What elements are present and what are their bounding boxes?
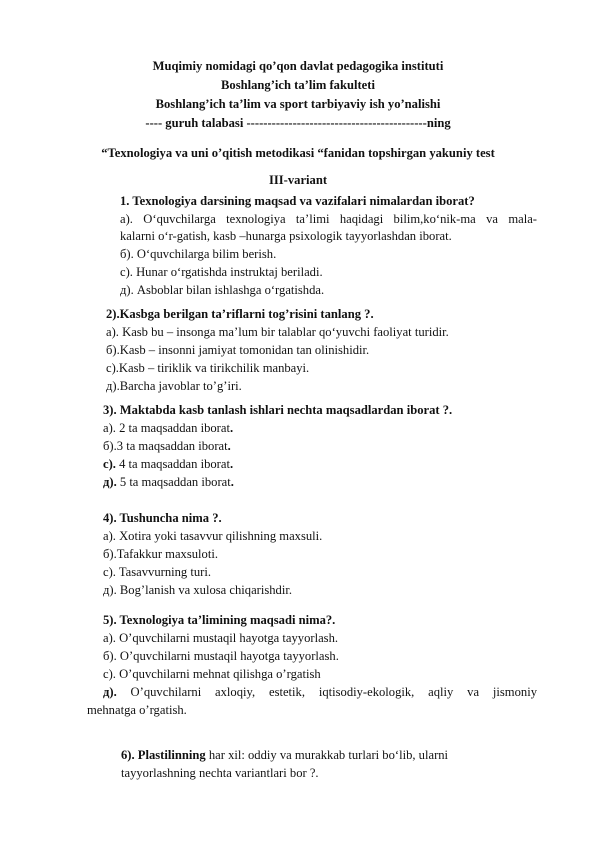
q5-answer-d-line1 xyxy=(103,684,537,700)
q3-answer-b-dot: . xyxy=(227,439,231,453)
faculty-title: Boshlang’ich ta’lim fakulteti xyxy=(221,78,375,92)
q4-answer-a: a). Xotira yoki tasavvur qilishning maxsuli. xyxy=(103,529,323,543)
q2-answer-b: б).Kasb – insonni jamiyat tomonidan tan olinishidir. xyxy=(106,343,370,357)
q2-answer-c: c).Kasb – tiriklik va tirikchilik manbayi. xyxy=(106,361,310,375)
question-6-bold: 6). Plastilinning xyxy=(121,748,206,762)
q2-answer-a-text: . Kasb bu – insonga ma’lum bir talablar qo‘yuvchi faoliyat turidir. xyxy=(115,325,449,339)
question-4: 4). Tushuncha nima ?. xyxy=(103,511,222,525)
q5-answer-d-line2: mehnatga o’rgatish. xyxy=(87,703,187,717)
q3-answer-d-text: 5 ta maqsaddan iborat xyxy=(116,475,231,489)
q3-answer-c xyxy=(103,456,233,472)
question-1: 1. Texnologiya darsining maqsad va vazifalari nimalardan iborat? xyxy=(120,194,475,208)
question-3: 3). Maktabda kasb tanlash ishlari nechta maqsadlardan iborat ?. xyxy=(103,403,453,417)
q1-answer-a-line1: a). O‘quvchilarga texnologiya ta’limi haqidagi bilim,ko‘nik-ma va mala- xyxy=(120,212,537,226)
q3-answer-c-text: 4 ta maqsaddan iborat xyxy=(115,457,230,471)
q5-answer-b: б). O’quvchilarni mustaqil hayotga tayyorlash. xyxy=(103,649,339,663)
q5-answer-c: c). O’quvchilarni mehnat qilishga o’rgatish xyxy=(103,667,321,681)
question-6-rest: har xil: oddiy va murakkab turlari bo‘lib, ularni xyxy=(205,748,449,762)
q2-answer-d: д).Barcha javoblar to’g’iri. xyxy=(106,379,242,393)
q3-answer-c-dot: . xyxy=(229,457,234,471)
institute-title: Muqimiy nomidagi qo’qon davlat pedagogika instituti xyxy=(152,59,444,73)
q5-answer-d-mark: д). xyxy=(103,685,117,699)
q4-answer-b: б).Tafakkur maxsuloti. xyxy=(103,547,218,561)
group-line: ---- guruh talabasi -------------------------------------------ning xyxy=(145,116,451,130)
q3-answer-a-dot: . xyxy=(229,421,234,435)
q1-answer-c: c). Hunar o‘rgatishda instruktaj beriladi. xyxy=(120,265,323,279)
q3-answer-b-text: б).3 ta maqsaddan iborat xyxy=(103,439,228,453)
subject-title: “Texnologiya va uni o’qitish metodikasi “fanidan topshirgan yakuniy test xyxy=(101,146,495,160)
q1-answer-b: б). O‘quvchilarga bilim berish. xyxy=(120,247,277,261)
q3-answer-a-text: a). 2 ta maqsaddan iborat xyxy=(103,421,230,435)
q3-answer-d-mark: д). xyxy=(103,475,117,489)
q3-answer-c-mark: c). xyxy=(103,457,116,471)
q3-answer-d xyxy=(103,474,234,490)
direction-title: Boshlang’ich ta’lim va sport tarbiyaviy ish yo’nalishi xyxy=(155,97,441,111)
q3-answer-d-dot: . xyxy=(230,475,234,489)
question-6 xyxy=(121,747,448,763)
question-5: 5). Texnologiya ta’limining maqsadi nima?. xyxy=(103,613,336,627)
q3-answer-b xyxy=(103,438,231,454)
q1-answer-d: д). Asboblar bilan ishlashga o‘rgatishda. xyxy=(120,283,325,297)
q4-answer-d: д). Bog’lanish va xulosa chiqarishdir. xyxy=(103,583,292,597)
q2-answer-a xyxy=(106,324,449,340)
question-6-line2: tayyorlashning nechta variantlari bor ?. xyxy=(121,766,319,780)
variant-title: III-variant xyxy=(268,173,328,187)
q1-answer-a-line2: kalarni o‘r-gatish, kasb –hunarga psixologik tayyorlashdan iborat. xyxy=(120,229,452,243)
q2-answer-a-mark: a) xyxy=(106,325,116,339)
q4-answer-c: c). Tasavvurning turi. xyxy=(103,565,212,579)
q5-answer-a: a). O’quvchilarni mustaqil hayotga tayyorlash. xyxy=(103,631,339,645)
q5-answer-d-text: O’quvchilarni axloqiy, estetik, iqtisodiy-ekologik, aqliy va jismoniy xyxy=(116,685,537,699)
question-2: 2).Kasbga berilgan ta’riflarni tog’risini tanlang ?. xyxy=(106,307,374,321)
q3-answer-a xyxy=(103,420,233,436)
